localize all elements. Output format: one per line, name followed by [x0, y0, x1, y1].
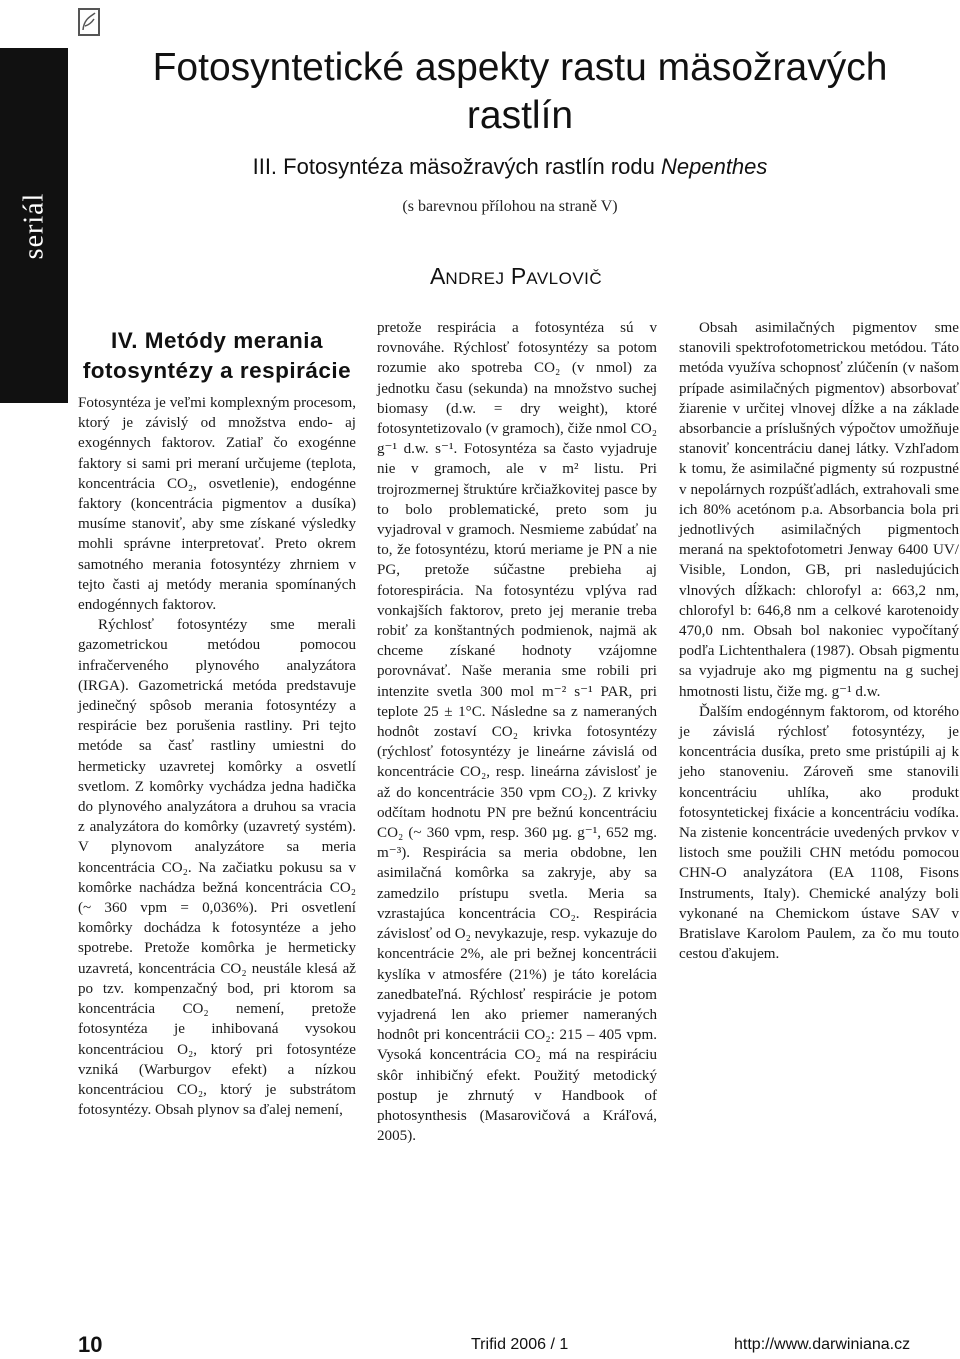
- paragraph: Obsah asimilačných pigmentov sme stanovili spektrofotometrickou metódou. Táto metóda využíva schopnosť zlúčenín (v našom prípade asimilačných pigmentov) absorbovať žiarenie v určitej vlnovej dĺžke a na základe absorbancie a príslušných výpočtov umožňuje stanoviť koncentráciu danej látky. Vzhľadom k tomu, že asimilačné pigmenty sú rozpustné v nepolárnych rozpúšťadlách, extrahovali sme ich 80% acetónom p.a. Absorbancia bola pri jednotlivých asimilačných pigmentoch meraná na spektofotometri Jenway 6400 UV/ Visible, London, GB, pri nasledujúcich vlnových dĺžkach: chlorofyl a: 663,2 nm, chlorofyl b: 646,8 nm a celkové karotenoidy 470,0 nm. Obsah bol nakoniec vypočítaný podľa Lichtenthalera (1987). Obsah pigmentu sa vyjadruje ako mg pigmentu na g suchej hmotnosti listu, čiže mg. g⁻¹ d.w.: [679, 320, 959, 700]
- journal-logo-icon: [76, 6, 102, 38]
- page-footer: [0, 1330, 960, 1359]
- author-first-initial: A: [430, 263, 446, 289]
- text-column-2: [377, 318, 657, 1146]
- page-number: 10: [78, 1332, 103, 1357]
- article-title: Fotosyntetické aspekty rastu mäsožravých rastlín: [152, 46, 888, 137]
- author-name: [430, 263, 602, 290]
- paragraph: pretože respirácia a fotosyntéza sú v rovnováhe. Rýchlosť fotosyntézy sa potom rozumie ako spotreba CO₂ (v nmol) za jednotku času (sekunda) na množstvo suchej biomasy (d.w. = dry weight), ktoré fotosyntetizovalo (v gramoch), čiže nmol CO₂ g⁻¹ d.w. s⁻¹. Fotosyntéza sa často vyjadruje nie v gramoch, ale v m² listu. Pri trojrozmernej štruktúre krčiažkovitej pasce by to bolo problematické, preto som ju vyjadroval v gramoch. Nesmieme zabúdať na to, že fotosyntézu, ktorú meriame je PN a nie PG, pretože súčastne prebieha aj fotorespirácia. Na fotosyntézu vplýva rad vonkajších faktorov, preto jej meranie treba robiť za konštantných podmienok, najmä ak chceme získané hodnoty vzájomne porovnávať. Naše merania sme robili pri intenzite svetla 300 mol m⁻² s⁻¹ PAR, pri teplote 25 ± 1°C. Následne sa z nameraných hodnôt zostaví CO₂ krivka fotosyntézy (rýchlosť fotosyntézy je lineárne závislá od koncentrácie CO₂, resp. lineárna závislosť je až do koncentrácie 350 vpm CO₂). Z krivky odčítam hodnotu PN pre bežnú koncentráciu CO₂ (~ 360 vpm, resp. 360 µg. g⁻¹, 652 mg. m⁻³). Respirácia sa meria obdobne, len asimilačná komôrka sa zakryje, aby sa zamedzilo prístupu svetla. Meria sa vzrastajúca koncentrácia CO₂. Respirácia závislosť od O₂ nevykazuje, resp. vykazuje do koncentrácie 2%, ale pri bežnej koncentrácii kyslíka v atmosfére (21%) je táto korelácia zanedbateľná. Rýchlosť respirácie je potom vyjadrená len ako priemer nameraných hodnôt pri koncentrácii CO₂: 215 – 405 vpm. Vysoká koncentrácia CO₂ má na respiráciu skôr inhibičný efekt. Použitý metodický postup je zhrnutý v Handbook of photosynthesis (Masarovičová a Kráľová, 2005).: [377, 320, 657, 1145]
- text-column-3: [679, 318, 959, 965]
- text-column-1: [78, 318, 356, 1120]
- paragraph: Fotosyntéza je veľmi komplexným procesom, ktorý je závislý od množstva endo- aj exogénnych faktorov. Zatiaľ čo exogénne faktory si sami pri meraní určujeme (teplota, koncentrácia CO₂, osvetlenie), endogénne faktory (koncentrácia pigmentov a dusíka) musíme stanoviť, aby sme získané výsledky mohli správne interpretovať. Preto okrem samotného merania fotosyntézy zhrniem v tejto časti aj metódy merania spomínaných endogénnych faktorov.: [78, 395, 356, 614]
- series-tab-label: seriál: [17, 192, 49, 259]
- subtitle-text: III. Fotosyntéza mäsožravých rastlín rodu: [252, 154, 661, 179]
- website-url: http://www.darwiniana.cz: [734, 1336, 911, 1353]
- subtitle-genus: Nepenthes: [660, 154, 768, 179]
- section-heading: IV. Metódy merania fotosyntézy a respirácie: [82, 328, 352, 383]
- article-subtitle: [80, 153, 940, 181]
- author-last-initial: P: [510, 263, 527, 289]
- paragraph: Ďalším endogénnym faktorom, od ktorého je závislá rýchlosť fotosyntézy, je koncentrácia dusíka, preto sme pristúpili aj k jeho stanoveniu. Zároveň sme stanovili koncentráciu uhlíka, ako produkt fotosyntetickej fixácie a koncentráciu vodíka. Na zistenie koncentrácie uvedených prvkov v listoch sme použili CHN metódu pomocou CHN-O analyzátora (EA 1108, Fisons Instruments, Italy). Chemické analýzy boli vykonané na Chemickom ústave SAV v Bratislave Karolom Paulem, za čo mu touto cestou ďakujem.: [679, 703, 959, 963]
- author-first-rest: NDREJ: [445, 269, 505, 288]
- paragraph: Rýchlosť fotosyntézy sme merali gazometrickou metódou pomocou infračerveného plynového analyzátora (IRGA). Gazometrická metóda predstavuje jedinečný spôsob merania fotosyntézy a respirácie bez porušenia rastliny. Pri tejto metóde sa časť rastliny umiestni do hermeticky uzavretej komôrky a osvetlí svetlom. Z komôrky vychádza jedna hadička do plynového analyzátora a druhou sa vracia z analyzátora do komôrky (uzavretý systém). V plynovom analyzátore sa meria koncentrácia CO₂. Na začiatku pokusu sa v komôrke nachádza bežná koncentrácia CO₂ (~ 360 vpm = 0,036%). Pri osvetlení komôrky dochádza k fotosyntéze a jeho spotrebe. Pretože komôrka je hermeticky uzavretá, koncentrácia CO₂ neustále klesá až po tzv. kompenzačný bod, pri ktorom sa koncentrácia CO₂ nemení, pretože fotosyntéza je inhibovaná vysokou koncentráciou O₂, ktorý pri fotosyntéze vzniká (Warburgov efekt) a nízkou koncentráciou CO₂, ktorý je substrátom fotosyntézy. Obsah plynov sa ďalej nemení,: [78, 617, 356, 1119]
- journal-issue: Trifid 2006 / 1: [471, 1336, 569, 1353]
- color-supplement-note: (s barevnou přílohou na straně V): [402, 198, 618, 215]
- series-tab: [0, 48, 68, 403]
- author-last-rest: AVLOVIČ: [526, 269, 603, 288]
- series-tab-label-wrap: [0, 48, 68, 403]
